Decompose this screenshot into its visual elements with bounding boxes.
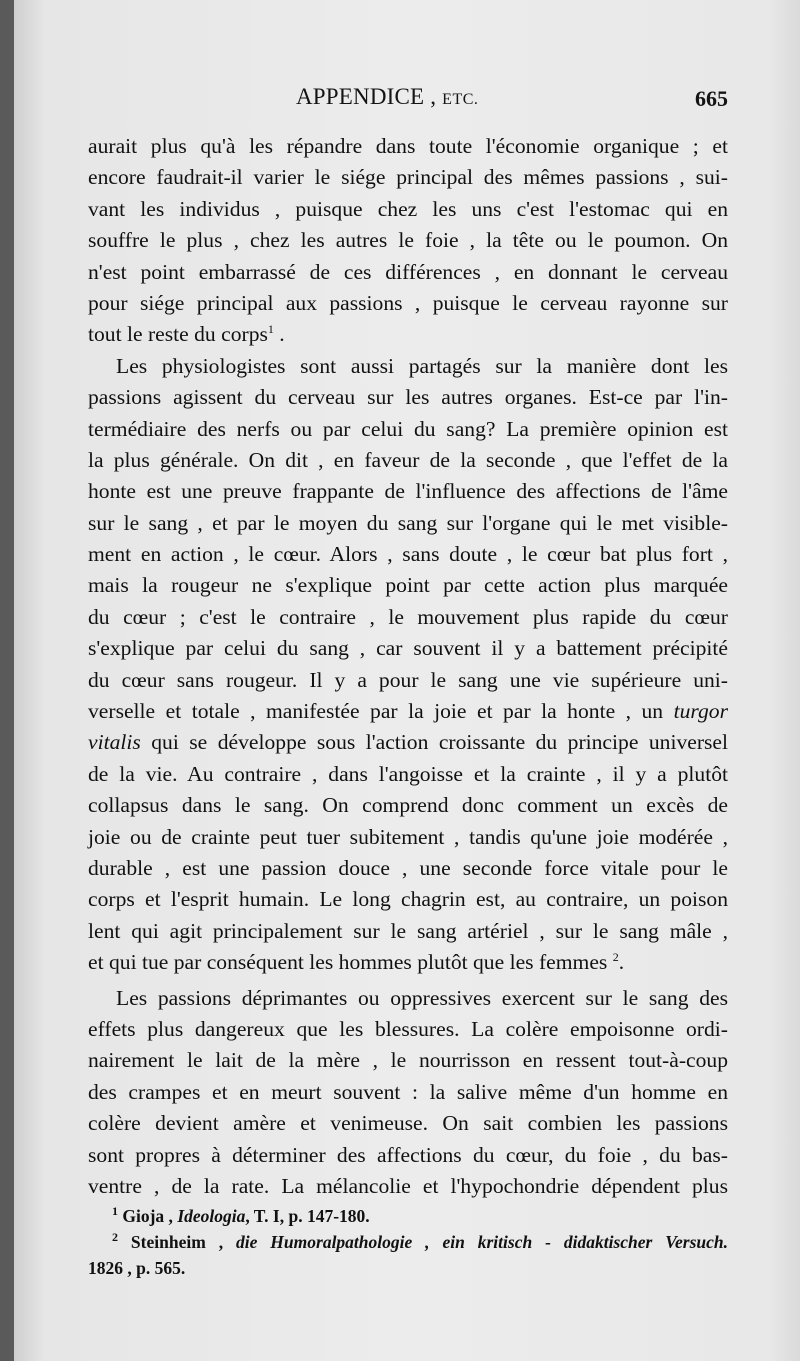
footnote-1: [88, 1203, 728, 1229]
text-line: du cœur ; c'est le contraire , le mouvement plus rapide du cœur: [88, 604, 728, 629]
book-title: Ideologia: [177, 1206, 246, 1226]
running-title-main: APPENDICE ,: [296, 84, 437, 109]
text-line: sur le sang , et par le moyen du sang sur l'organe qui le met visible-: [88, 510, 728, 535]
footnote-ref-1: 1: [267, 322, 274, 337]
text-line: ment en action , le cœur. Alors , sans doute , le cœur bat plus fort ,: [88, 542, 728, 567]
text-segment: Steinheim ,: [130, 1232, 236, 1252]
text-line: du cœur sans rougeur. Il y a pour le sang une vie supérieure uni-: [88, 667, 728, 692]
text-line: souffre le plus , chez les autres le foie , la tête ou le poumon. On: [88, 228, 728, 253]
text-segment: , T. I, p. 147-180.: [245, 1206, 370, 1226]
text-line: joie ou de crainte peut tuer subitement , tandis qu'une joie modérée ,: [88, 824, 728, 849]
book-title: die Humoralpathologie , ein kritisch - didaktischer Versuch.: [236, 1232, 728, 1252]
text-line: des crampes et en meurt souvent : la salive même d'un homme en: [88, 1079, 728, 1104]
text-segment: Gioja ,: [122, 1206, 178, 1226]
text-line: Les passions déprimantes ou oppressives exercent sur le sang des: [116, 985, 728, 1010]
text-segment: tout le reste du corps: [88, 322, 268, 347]
text-line: vant les individus , puisque chez les uns c'est l'estomac qui en: [88, 196, 728, 221]
text-segment: .: [618, 950, 625, 975]
text-line: s'explique par celui du sang , car souvent il y a battement précipité: [88, 636, 728, 661]
page-header: [88, 84, 728, 114]
text-line: pour siége principal aux passions , puisque le cerveau rayonne sur: [88, 290, 728, 315]
text-line: [88, 947, 728, 978]
text-line: honte est une preuve frappante de l'influence des affections de l'âme: [88, 479, 728, 504]
latin-term: turgor: [673, 699, 728, 724]
footnote-marker: 1: [112, 1204, 118, 1219]
text-line: mais la rougeur ne s'explique point par cette action plus marquée: [88, 573, 728, 598]
text-line: corps et l'esprit humain. Le long chagrin est, au contraire, un poison: [88, 887, 728, 912]
text-line: Les physiologistes sont aussi partagés sur la manière dont les: [116, 353, 728, 378]
text-line: nairement le lait de la mère , le nourrisson en ressent tout-à-coup: [88, 1048, 728, 1073]
running-title: [296, 84, 478, 110]
page-number: 665: [695, 86, 728, 111]
text-segment: qui se développe sous l'action croissante du principe universel: [140, 730, 728, 755]
text-line: effets plus dangereux que les blessures. La colère empoisonne ordi-: [88, 1016, 728, 1041]
text-line: durable , est une passion douce , une seconde force vitale pour le: [88, 855, 728, 880]
text-line: de la vie. Au contraire , dans l'angoisse et la crainte , il y a plutôt: [88, 761, 728, 786]
text-line: sont propres à déterminer des affections du cœur, du foie , du bas-: [88, 1142, 728, 1167]
running-title-etc: ETC.: [442, 91, 479, 108]
text-line: colère devient amère et venimeuse. On sait combien les passions: [88, 1111, 728, 1136]
text-line: aurait plus qu'à les répandre dans toute l'économie organique ; et: [88, 134, 728, 158]
text-line: termédiaire des nerfs ou par celui du sang? La première opinion est: [88, 416, 728, 441]
text-line: [88, 696, 728, 727]
body-text: [88, 131, 728, 1202]
text-line: ventre , de la rate. La mélancolie et l'hypochondrie dépendent plus: [88, 1173, 728, 1198]
book-page: [14, 0, 800, 1361]
footnotes: [88, 1203, 728, 1281]
text-line: passions agissent du cerveau sur les autres organes. Est-ce par l'in-: [88, 385, 728, 410]
footnote-2-continuation: 1826 , p. 565.: [88, 1258, 186, 1278]
text-segment: .: [273, 322, 285, 347]
footnote-2: [88, 1229, 728, 1255]
footnote-marker: 2: [112, 1230, 118, 1245]
footnote-ref-2: 2: [612, 949, 619, 964]
text-line: collapsus dans le sang. On comprend donc comment un excès de: [88, 793, 728, 818]
text-line: n'est point embarrassé de ces différences , en donnant le cerveau: [88, 259, 728, 284]
text-line: encore faudrait-il varier le siége principal des mêmes passions , sui-: [88, 165, 728, 190]
text-line: [88, 319, 728, 350]
text-segment: et qui tue par conséquent les hommes plutôt que les femmes: [88, 950, 613, 975]
text-segment: verselle et totale , manifestée par la joie et par la honte , un: [88, 699, 674, 724]
text-line: [88, 727, 728, 758]
text-line: lent qui agit principalement sur le sang artériel , sur le sang mâle ,: [88, 918, 728, 943]
text-line: la plus générale. On dit , en faveur de la seconde , que l'effet de la: [88, 447, 728, 472]
latin-term: vitalis: [88, 730, 141, 755]
